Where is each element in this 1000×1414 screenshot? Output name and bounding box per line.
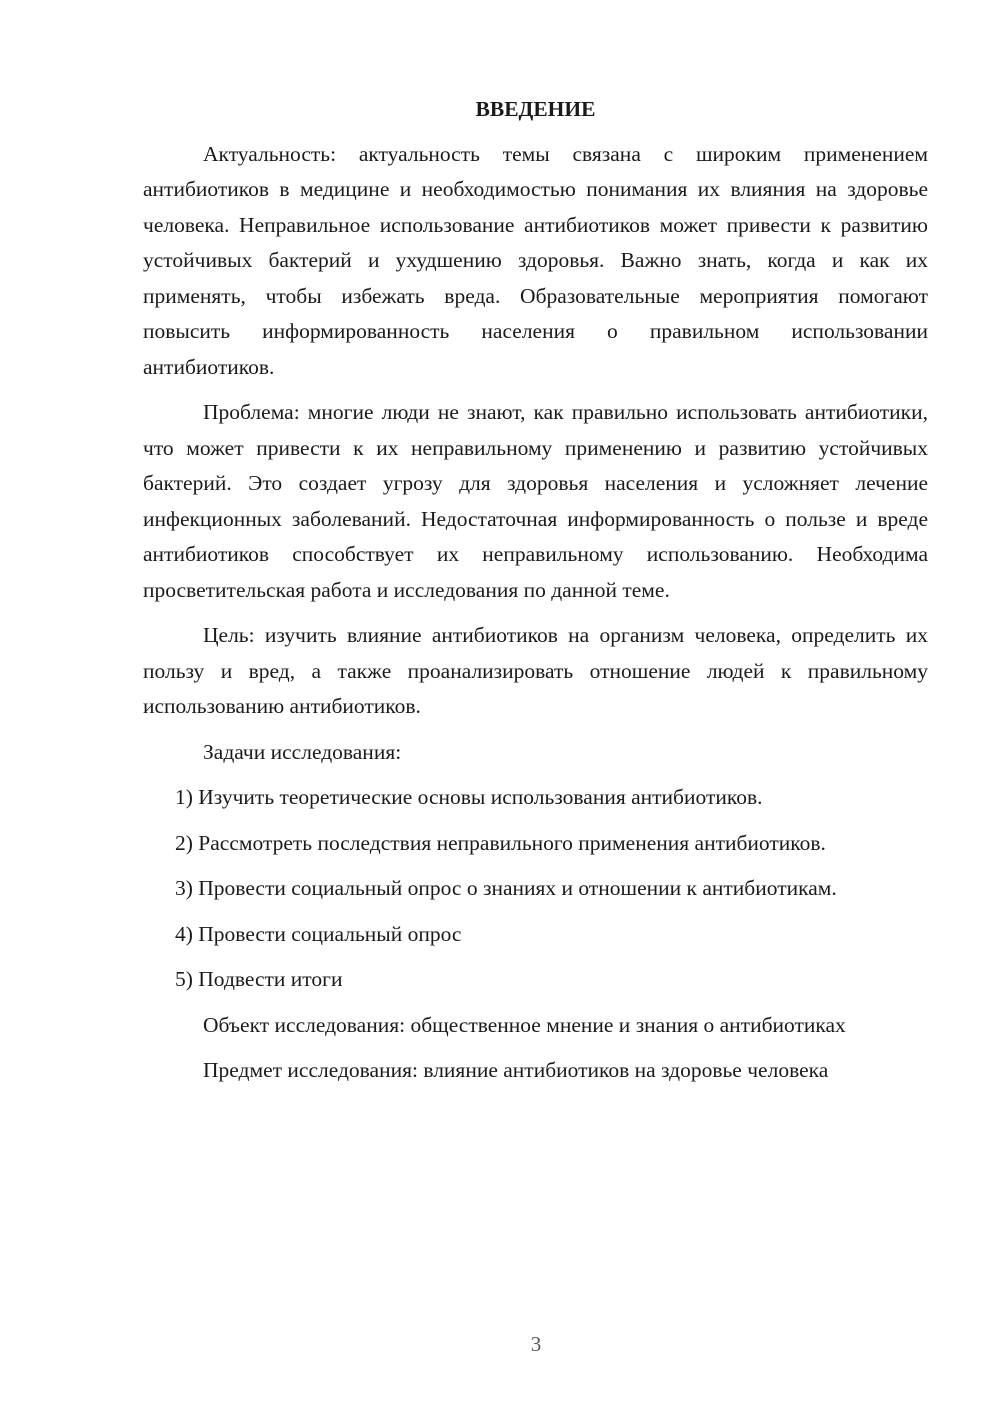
task-item-5: 5) Подвести итоги [175,967,343,991]
task-item-4: 4) Провести социальный опрос [175,921,462,946]
subject-paragraph: Предмет исследования: влияние антибиотиков на здоровье человека [203,1058,829,1082]
tasks-heading: Задачи исследования: [203,739,402,764]
task-item-3: 3) Провести социальный опрос о знаниях и отношении к антибиотикам. [175,876,837,900]
tasks-list [143,780,928,998]
relevance-paragraph: Актуальность: актуальность темы связана с широким применением антибиотиков в медицине и необходимостью понимания их влияния на здоровье человека. Неправильное использование антибиотиков может привести к развитию устойчивых бактерий и ухудшению здоровья. Важно знать, когда и как их применять, чтобы избежать вреда. Образовательные мероприятия помогают повысить информированность населения о правильном использовании антибиотиков. [143,141,928,379]
task-item-2: 2) Рассмотреть последствия неправильного применения антибиотиков. [175,830,826,855]
task-item-1: 1) Изучить теоретические основы использования антибиотиков. [175,785,763,809]
document-page [143,92,928,1099]
section-title: ВВЕДЕНИЕ [475,97,596,121]
object-paragraph: Объект исследования: общественное мнение и знания о антибиотиках [203,1012,846,1037]
goal-paragraph: Цель: изучить влияние антибиотиков на организм человека, определить их пользу и вред, а также проанализировать отношение людей к правильному использованию антибиотиков. [143,623,928,718]
problem-paragraph: Проблема: многие люди не знают, как правильно использовать антибиотики, что может привести к их неправильному применению и развитию устойчивых бактерий. Это создает угрозу для здоровья населения и усложняет лечение инфекционных заболеваний. Недостаточная информированность о пользе и вреде антибиотиков способствует их неправильному использованию. Необходима просветительская работа и исследования по данной теме. [143,400,928,602]
page-number: 3 [530,1332,542,1356]
